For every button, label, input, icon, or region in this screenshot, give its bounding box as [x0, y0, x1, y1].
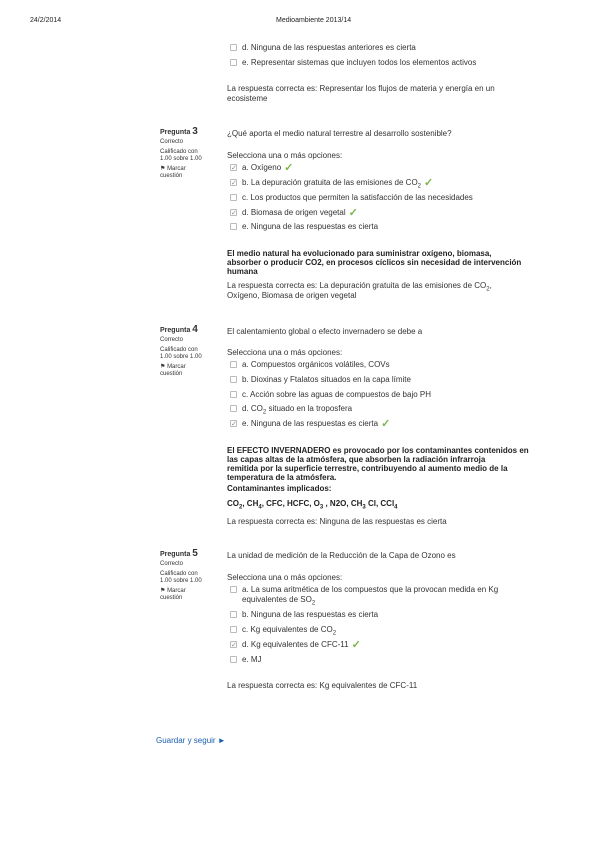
- q4-correct-answer: La respuesta correcta es: Ninguna de las respuestas es cierta: [227, 517, 447, 526]
- q2-option-d[interactable]: d. Ninguna de las respuestas anteriores es cierta: [230, 43, 416, 53]
- checkbox[interactable]: [230, 59, 237, 66]
- flag-icon: ⚑: [160, 588, 166, 594]
- contaminants-list: $CO_2$, $CH_4$, CFC, HCFC, $O_3$ , N2O, $CH_3$ Cl, CCl$_4$: [227, 499, 398, 511]
- checkbox[interactable]: ✓: [231, 421, 237, 428]
- print-date: 24/2/2014: [30, 17, 62, 24]
- checkbox[interactable]: ✓: [231, 210, 237, 217]
- flag-icon: ⚑: [160, 166, 166, 172]
- q4-option-a[interactable]: a. Compuestos orgánicos volátiles, COVs: [230, 360, 390, 370]
- q4-info: Pregunta 4 Correcto Calificado con 1.00 sobre 1.00 ⚑ Marcar cuestión: [160, 326, 222, 378]
- q3-select-prompt: Selecciona una o más opciones:: [227, 151, 343, 160]
- q5-option-c[interactable]: c. Kg equivalentes de $CO_2$: [230, 625, 336, 635]
- q3-option-d[interactable]: ✓ d. Biomasa de origen vegetal ✓: [231, 207, 358, 219]
- q4-option-e[interactable]: ✓ e. Ninguna de las respuestas es cierta ✓: [231, 418, 391, 430]
- q3-option-c[interactable]: c. Los productos que permiten la satisfacción de las necesidades: [230, 193, 473, 203]
- q4-option-c[interactable]: c. Acción sobre las aguas de compuestos de bajo PH: [230, 390, 431, 400]
- checkbox[interactable]: [230, 586, 237, 593]
- print-title: Medioambiente 2013/14: [276, 17, 352, 24]
- check-icon: ✓: [348, 207, 358, 219]
- checkbox[interactable]: [230, 611, 237, 618]
- q3-feedback: El medio natural ha evolucionado para suministrar oxígeno, biomasa, absorber o producir CO2, en procesos cíclicos sin necesidad de intervención humana: [227, 249, 522, 276]
- checkbox[interactable]: [230, 361, 237, 368]
- q5-option-b[interactable]: b. Ninguna de las respuestas es cierta: [230, 610, 378, 620]
- checkbox[interactable]: [230, 391, 237, 398]
- q5-option-e[interactable]: e. MJ: [230, 655, 262, 665]
- q5-select-prompt: Selecciona una o más opciones:: [227, 573, 343, 582]
- flag-question-button[interactable]: ⚑ Marcar: [160, 588, 186, 594]
- checkbox[interactable]: [230, 405, 237, 412]
- q3-info: Pregunta 3 Correcto Calificado con 1.00 sobre 1.00 ⚑ Marcar cuestión: [160, 128, 222, 180]
- q5-option-d[interactable]: ✓ d. Kg equivalentes de CFC-11 ✓: [231, 639, 361, 651]
- q4-select-prompt: Selecciona una o más opciones:: [227, 348, 343, 357]
- check-icon: ✓: [284, 162, 294, 174]
- q3-correct-answer: La respuesta correcta es: La depuración gratuita de las emisiones de $CO_2$, Oxígeno, Biomasa de origen vegetal: [227, 281, 492, 300]
- flag-question-button[interactable]: ⚑ Marcar: [160, 166, 186, 172]
- q4-option-b[interactable]: b. Dioxinas y Ftalatos situados en la capa límite: [230, 375, 411, 385]
- flag-icon: ⚑: [160, 364, 166, 370]
- checkbox[interactable]: [230, 656, 237, 663]
- checkbox[interactable]: [230, 626, 237, 633]
- checkbox[interactable]: [230, 376, 237, 383]
- save-and-continue-link[interactable]: Guardar y seguir ►: [156, 736, 226, 745]
- checkbox[interactable]: ✓: [231, 642, 237, 649]
- check-icon: ✓: [351, 639, 361, 651]
- q4-option-d[interactable]: d. $CO_2$ situado en la troposfera: [230, 404, 352, 414]
- q3-option-e[interactable]: e. Ninguna de las respuestas es cierta: [230, 222, 378, 232]
- flag-question-button[interactable]: ⚑ Marcar: [160, 364, 186, 370]
- q5-info: Pregunta 5 Correcto Calificado con 1.00 sobre 1.00 ⚑ Marcar cuestión: [160, 550, 222, 602]
- q3-question: ¿Qué aporta el medio natural terrestre al desarrollo sostenible?: [227, 129, 452, 138]
- check-icon: ✓: [381, 418, 391, 430]
- q2-option-e[interactable]: e. Representar sistemas que incluyen todos los elementos activos: [230, 58, 476, 68]
- checkbox[interactable]: ✓: [231, 180, 237, 187]
- q3-option-b[interactable]: ✓ b. La depuración gratuita de las emisiones de $CO_2$ ✓: [231, 177, 434, 190]
- checkbox[interactable]: [230, 44, 237, 51]
- q2-correct-answer: La respuesta correcta es: Representar los flujos de materia y energía en un ecosisteme: [227, 84, 495, 103]
- checkbox[interactable]: ✓: [231, 165, 237, 172]
- checkbox[interactable]: [230, 194, 237, 201]
- checkbox[interactable]: [230, 223, 237, 230]
- q4-feedback: El EFECTO INVERNADERO es provocado por los contaminantes contenidos en las capas altas de la atmósfera, que absorben la radiación infrarroja remitida por la superficie terrestre, contribuyendo al aumento medio de la temperatura de la atmósfera. Contaminantes implicados: $CO_2$, $CH_4$, CFC, HCFC, $O_3$ , N2O, $CH_3$ Cl, CCl$_4$: [227, 446, 529, 511]
- q3-option-a[interactable]: ✓ a. Oxígeno ✓: [231, 162, 294, 174]
- q5-correct-answer: La respuesta correcta es: Kg equivalentes de CFC-11: [227, 681, 418, 690]
- q5-question: La unidad de medición de la Reducción de la Capa de Ozono es: [227, 551, 456, 560]
- q4-question: El calentamiento global o efecto invernadero se debe a: [227, 327, 423, 336]
- check-icon: ✓: [424, 177, 434, 189]
- q5-option-a[interactable]: a. La suma aritmética de los compuestos que la provocan medida en Kg equivalentes de $SO_2$: [230, 585, 498, 605]
